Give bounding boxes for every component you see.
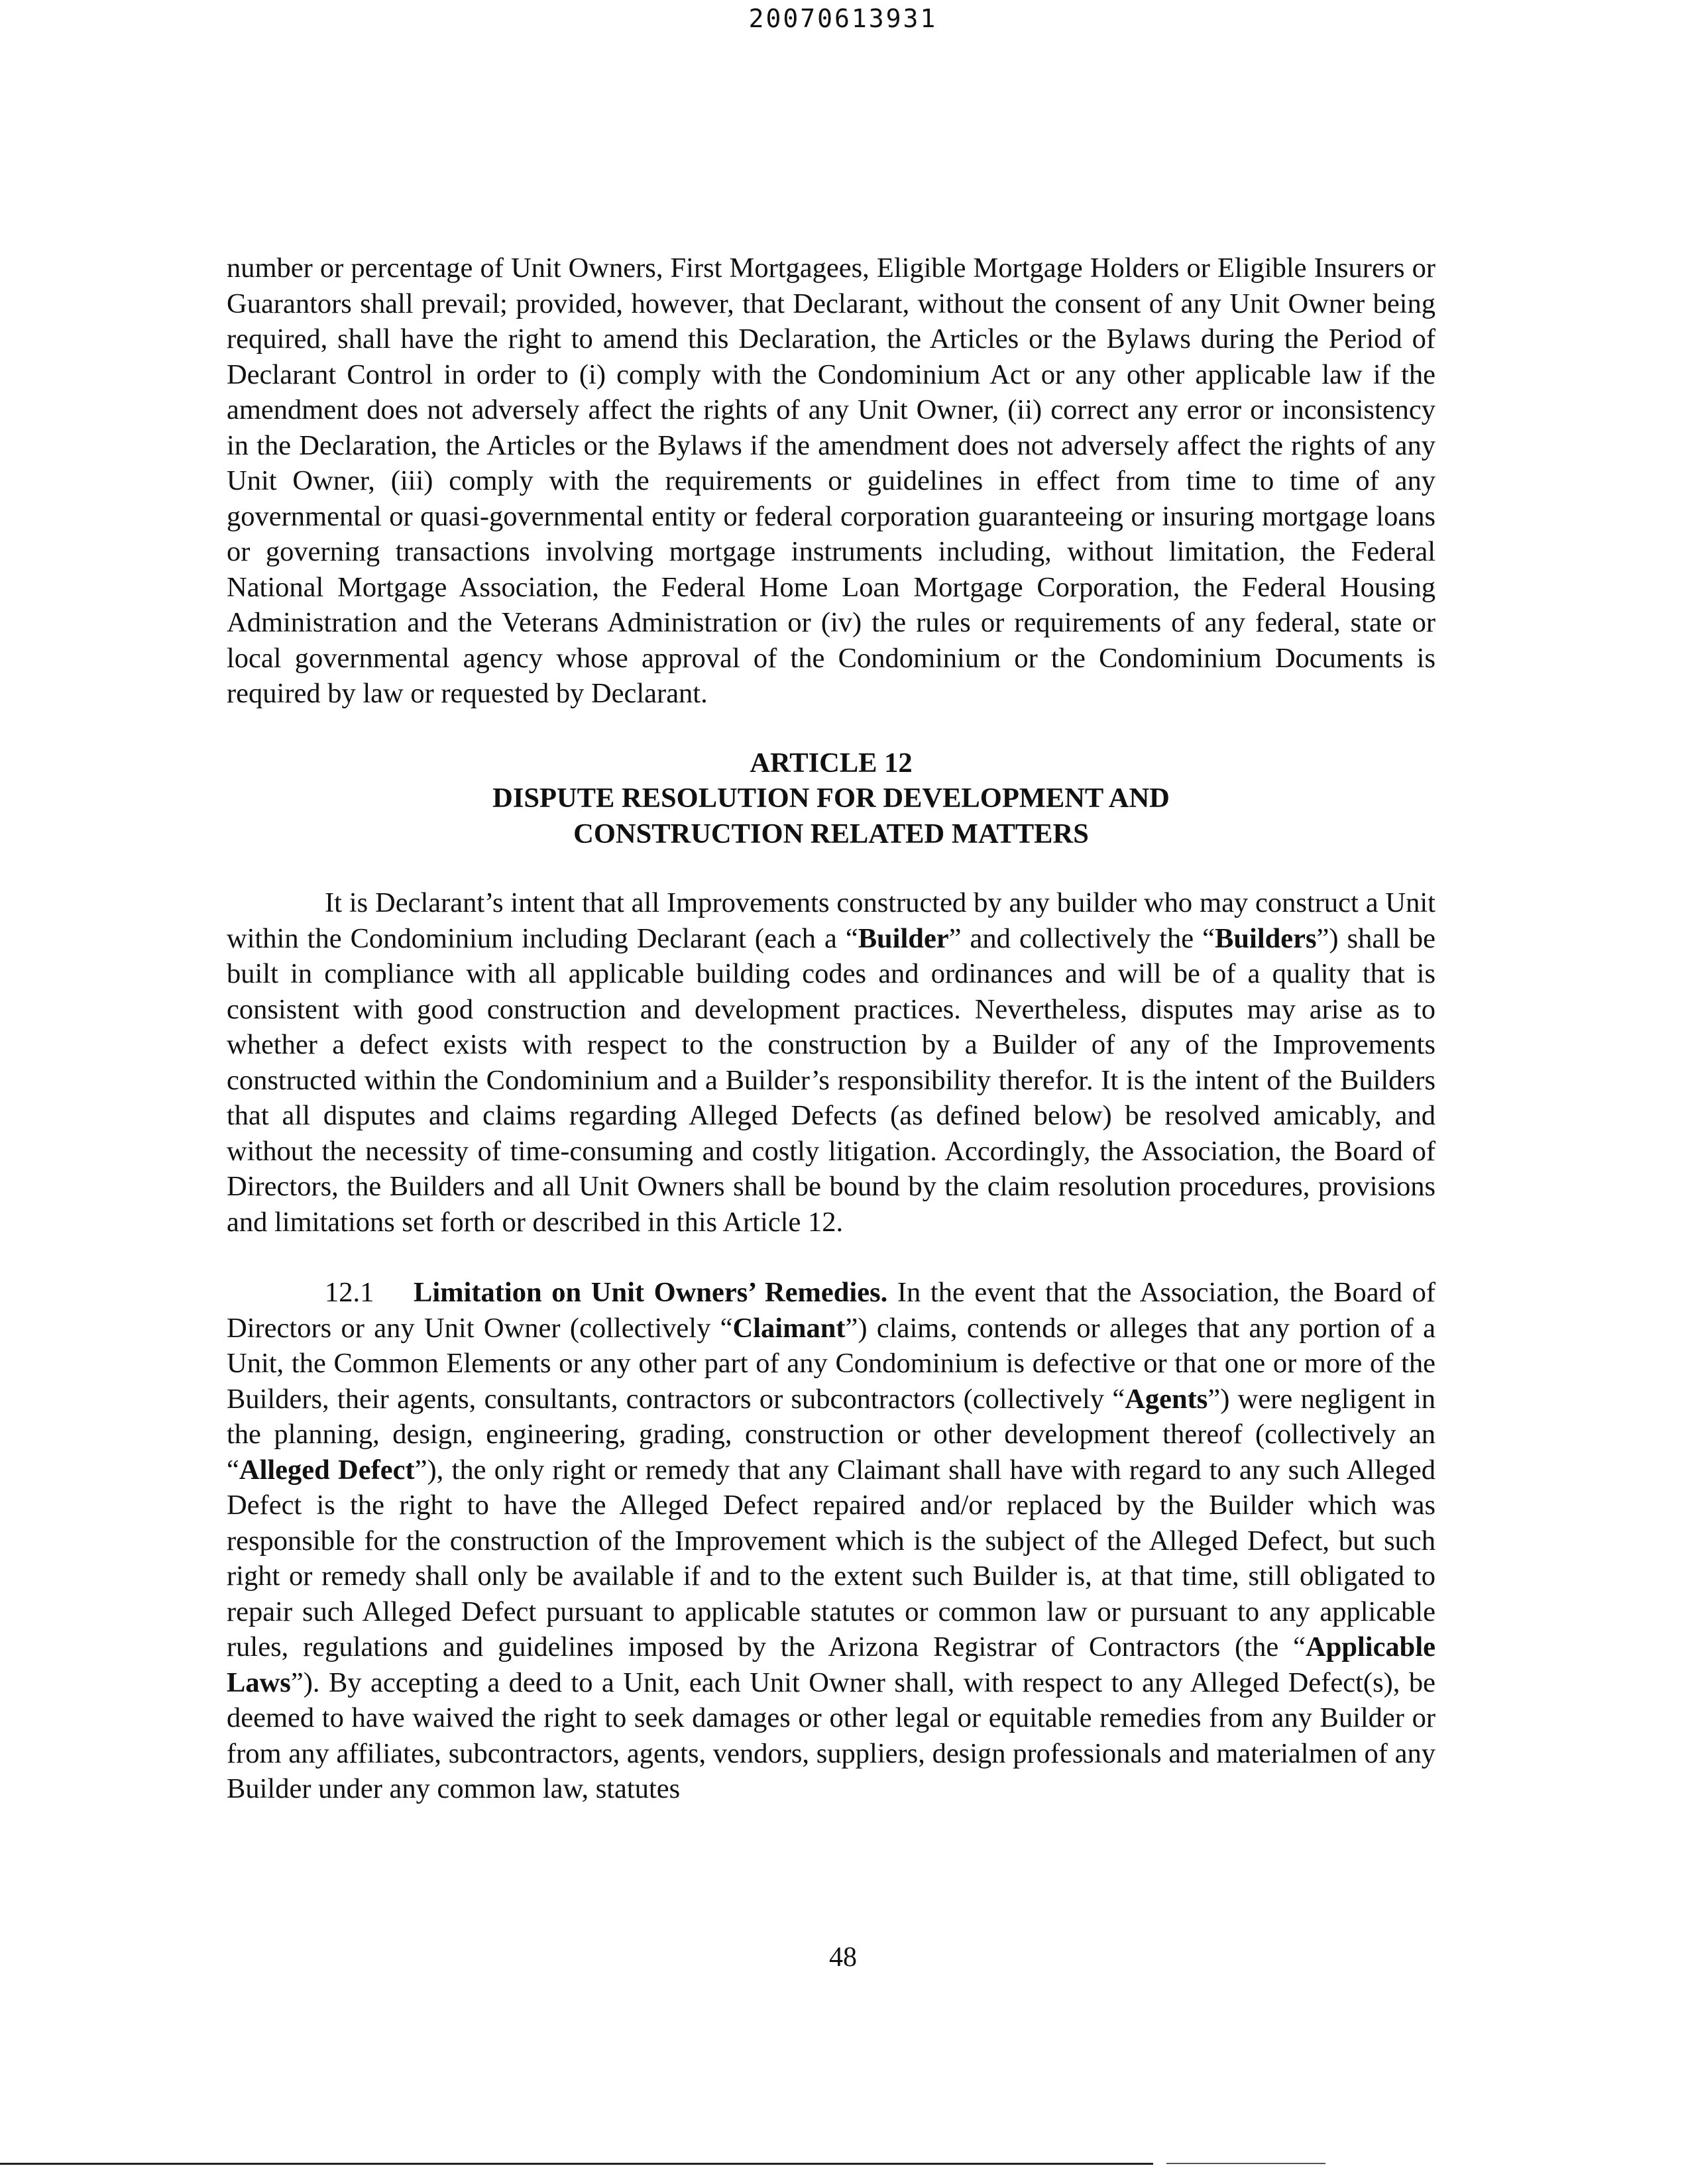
section-number: 12.1 [325, 1277, 374, 1308]
page-number: 48 [829, 1942, 857, 1973]
defined-term-builders: Builders [1215, 922, 1317, 954]
paragraph-continuation: number or percentage of Unit Owners, First Mortgagees, Eligible Mortgage Holders or Eligible Insurers or Guarantors shall prevail; provided, however, that Declarant, without the consent of any Unit Owner being required, shall have the right to amend this Declaration, the Articles or the Bylaws during the Period of Declarant Control in order to (i) comply with the Condominium Act or any other applicable law if the amendment does not adversely affect the rights of any Unit Owner, (ii) correct any error or inconsistency in the Declaration, the Articles or the Bylaws if the amendment does not adversely affect the rights of any Unit Owner, (iii) comply with the requirements or guidelines in effect from time to time of any governmental or quasi-governmental entity or federal corporation guaranteeing or insuring mortgage loans or governing transactions involving mortgage instruments including, without limitation, the Federal National Mortgage Association, the Federal Home Loan Mortgage Corporation, the Federal Housing Administration and the Veterans Administration or (iv) the rules or requirements of any federal, state or local governmental agency whose approval of the Condominium or the Condominium Documents is required by law or requested by Declarant. [227, 252, 1435, 709]
defined-term-claimant: Claimant [732, 1312, 846, 1344]
text-run: ”) shall be built in compliance with all applicable building codes and ordinances and will be of a quality that is consistent with good construction and development practices. Nevertheless, disputes may arise as to whether a defect exists with respect to the construction by a Builder of any of the Improvements constructed within the Condominium and a Builder’s responsibility therefor. It is the intent of the Builders that all disputes and claims regarding Alleged Defects (as defined below) be resolved amicably, and without the necessity of time-consuming and costly litigation. Accordingly, the Association, the Board of Directors, the Builders and all Unit Owners shall be bound by the claim resolution procedures, provisions and limitations set forth or described in this Article 12. [227, 922, 1435, 1238]
article-number: ARTICLE 12 [750, 747, 913, 779]
article-title-line-1: DISPUTE RESOLUTION FOR DEVELOPMENT AND [492, 783, 1170, 814]
scan-edge-line [0, 2163, 1153, 2165]
text-run: In the event that the Association, the Board of Directors or any Unit Owner (collectively “ [227, 1277, 1435, 1344]
article-title-line-2: CONSTRUCTION RELATED MATTERS [573, 818, 1089, 849]
text-run: ”) were negligent in the planning, design, engineering, grading, construction or other development thereof (collectively an “ [227, 1383, 1436, 1486]
defined-term-alleged-defect: Alleged Defect [239, 1454, 415, 1486]
paragraph-intent [227, 885, 1435, 1240]
article-heading [227, 745, 1435, 852]
text-run: It is Declarant’s intent that all Improvements constructed by any builder who may construct a Unit within the Condominium including Declarant (each a “ [227, 887, 1435, 954]
section-12-1 [227, 1275, 1435, 1807]
text-run: ” and collectively the “ [948, 922, 1215, 954]
defined-term-builder: Builder [858, 922, 949, 954]
document-number: 20070613931 [748, 4, 938, 33]
page-body [227, 250, 1435, 1807]
text-run: ”), the only right or remedy that any Claimant shall have with regard to any such Alleged Defect is the right to have the Alleged Defect repaired and/or replaced by the Builder which was responsible for the construction of the Improvement which is the subject of the Alleged Defect, but such right or remedy shall only be available if and to the extent such Builder is, at that time, still obligated to repair such Alleged Defect pursuant to applicable statutes or common law or pursuant to any applicable rules, regulations and guidelines imposed by the Arizona Registrar of Contractors (the “ [227, 1454, 1436, 1663]
scan-edge-line-short [1166, 2163, 1325, 2164]
text-run: ”) claims, contends or alleges that any portion of a Unit, the Common Elements or any other part of any Condominium is defective or that one or more of the Builders, their agents, consultants, contractors or subcontractors (collectively “ [227, 1312, 1435, 1415]
text-run: ”). By accepting a deed to a Unit, each Unit Owner shall, with respect to any Alleged Defect(s), be deemed to have waived the right to seek damages or other legal or equitable remedies from any Builder or from any affiliates, subcontractors, agents, vendors, suppliers, design professionals and materialmen of any Builder under any common law, statutes [227, 1666, 1435, 1804]
section-title: Limitation on Unit Owners’ Remedies. [414, 1277, 888, 1308]
defined-term-agents: Agents [1125, 1383, 1208, 1415]
defined-term-applicable-laws: Applicable Laws [227, 1631, 1435, 1698]
